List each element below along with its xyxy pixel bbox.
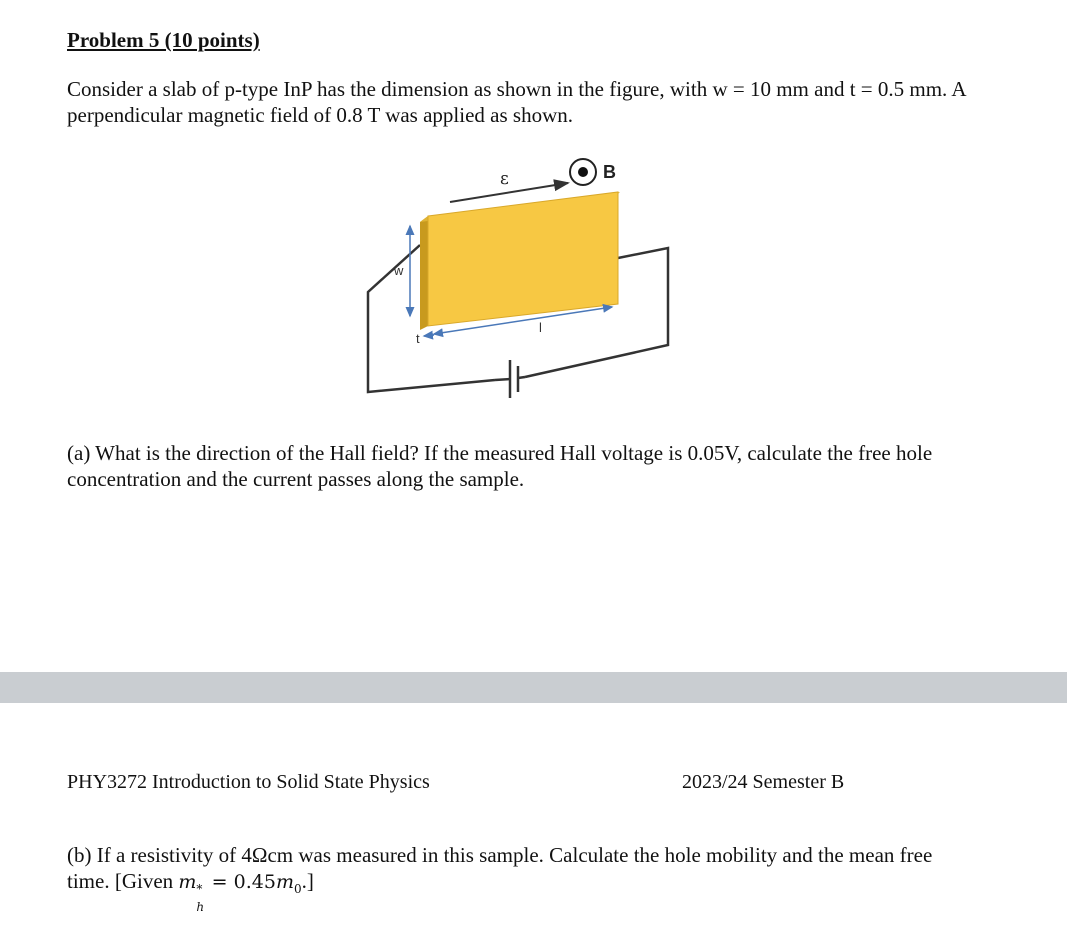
rest-mass-symbol: $m_0$ (275, 871, 302, 896)
magnetic-field-out-icon (570, 159, 596, 185)
slab-front-face (428, 192, 618, 326)
problem-intro: Consider a slab of p-type InP has the dimension as shown in the figure, with w = 10 mm and t = 0.5 mm. A perpendicular magnetic field of 0.8 T was applied as shown. (67, 77, 966, 127)
equation-coefficient: = 0.45 (211, 871, 276, 893)
thickness-arrow (424, 335, 434, 336)
electric-field-arrow (450, 183, 568, 202)
effective-mass-symbol: m * h (178, 871, 205, 914)
length-label: l (539, 320, 542, 335)
hall-effect-figure (340, 140, 700, 410)
thickness-label: t (416, 331, 420, 346)
question-b (67, 842, 967, 914)
question-b-text: (b) If a resistivity of 4Ωcm was measured in this sample. Calculate the hole mobility and the mean free time. [Given (67, 843, 933, 893)
problem-heading: Problem 5 (10 points) (67, 28, 260, 52)
footer-course: PHY3272 Introduction to Solid State Physics (67, 771, 430, 793)
slab-side-face (420, 216, 428, 330)
battery-icon (495, 360, 525, 398)
footer-semester: 2023/24 Semester B (682, 771, 845, 793)
question-a: (a) What is the direction of the Hall field? If the measured Hall voltage is 0.05V, calculate the free hole concentration and the current passes along the sample. (67, 441, 933, 491)
electric-field-label: ε (500, 169, 509, 189)
magnetic-field-label: B (603, 162, 616, 182)
question-b-tail: .] (301, 869, 314, 893)
page-break-divider (0, 672, 1067, 703)
width-label: w (394, 263, 404, 278)
